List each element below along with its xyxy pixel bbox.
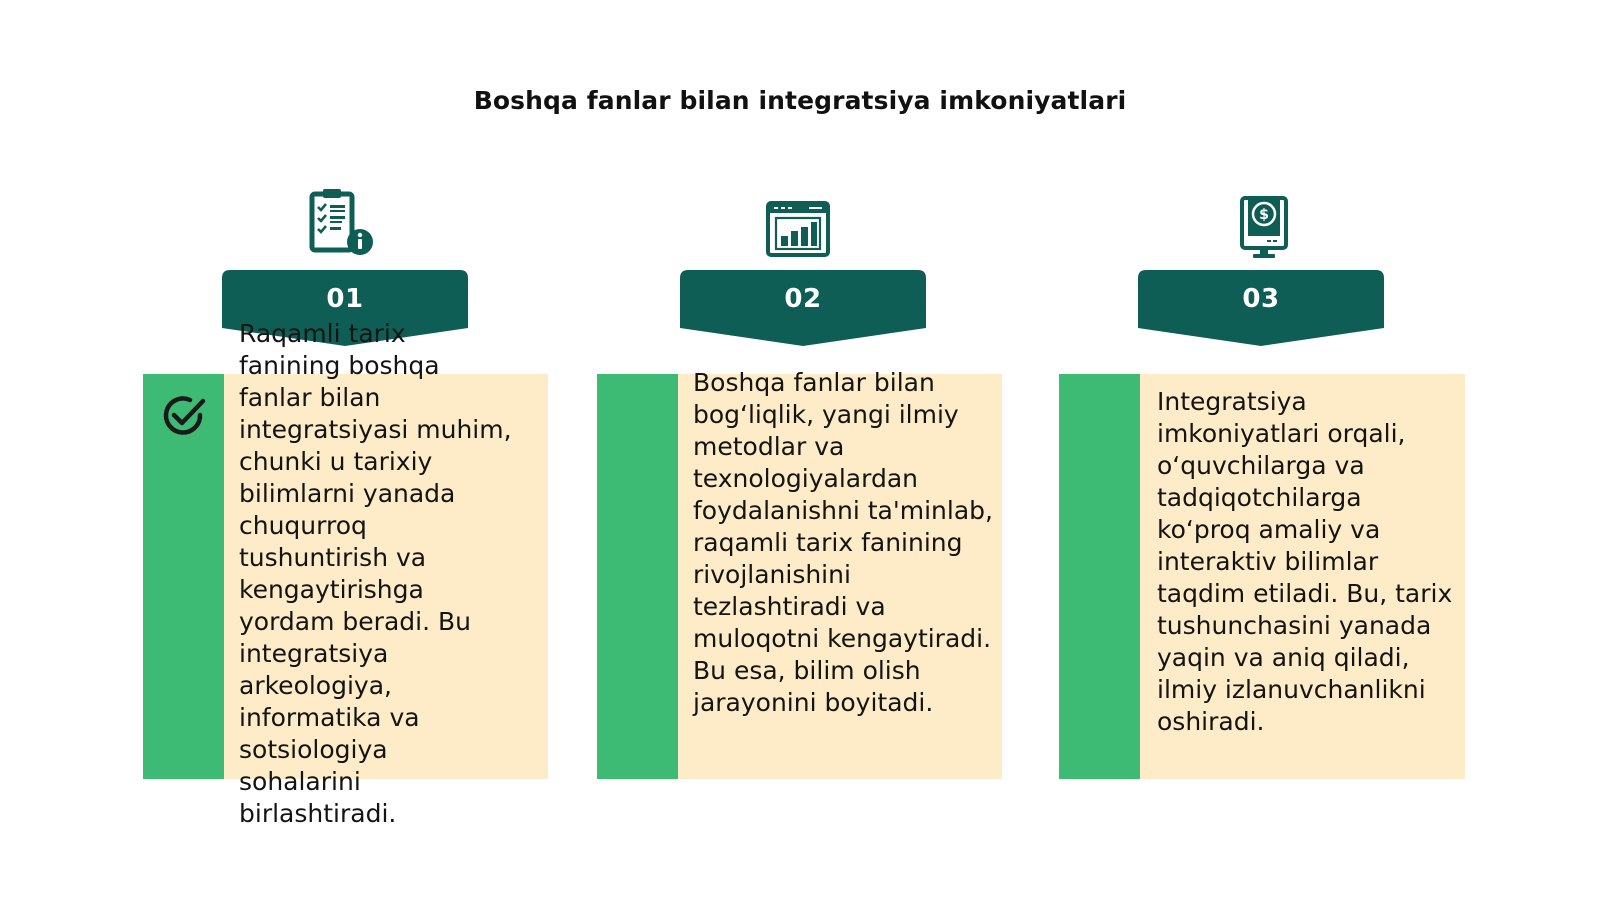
browser-bar-chart-icon (765, 194, 835, 264)
step-badge-03 (1138, 270, 1384, 348)
page-title: Boshqa fanlar bilan integratsiya imkoniyatlari (473, 86, 1127, 115)
accent-bar (597, 374, 678, 779)
description-text: Boshqa fanlar bilan bog‘liqlik, yangi ilmiy metodlar va texnologiyalardan foydalanishni ta'minlab, raqamli tarix fanining rivojlanishini tezlashtiradi va muloqotni kengaytiradi. Bu esa, bilim olish jarayonini boyitadi. (693, 368, 993, 717)
monitor-dollar-icon (1232, 194, 1302, 264)
step-number: 01 (326, 284, 364, 314)
description-text: Raqamli tarix fanining boshqa fanlar bilan integratsiyasi muhim, chunki u tarixiy bilimlarni yanada chuqurroq tushuntirish va kengaytirishga yordam beradi. Bu integratsiya arkeologiya, informatika va sotsiologiya sohalarini birlashtiradi. (239, 319, 512, 828)
step-badge-02 (680, 270, 926, 348)
description-text: Integratsiya imkoniyatlari orqali, o‘quvchilarga va tadqiqotchilarga ko‘proq amaliy va interaktiv bilimlar taqdim etiladi. Bu, tarix tushunchasini yanada yaqin va aniq qiladi, ilmiy izlanuvchanlikni oshiradi. (1157, 387, 1453, 736)
step-number: 03 (1242, 284, 1280, 314)
accent-bar (1059, 374, 1140, 779)
svg-text:$: $ (1259, 207, 1269, 223)
step-number: 02 (784, 284, 822, 314)
